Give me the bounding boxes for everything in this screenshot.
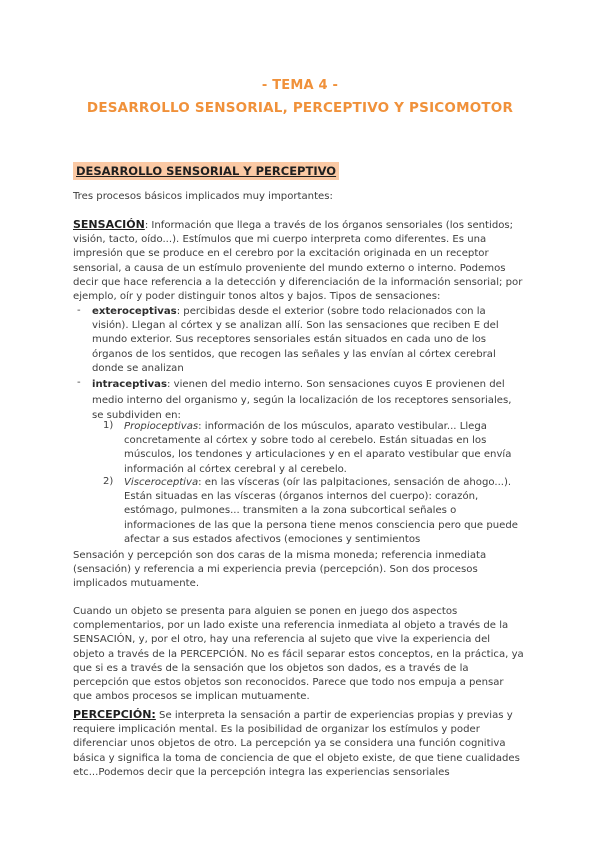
sensacion-term: SENSACIÓN — [73, 218, 145, 231]
intraceptivas-term: intraceptivas — [92, 379, 167, 390]
intraceptivas-text: : vienen del medio interno. Son sensaciones cuyos E provienen del medio interno del organismo y, según la localización de los receptores sensoriales, se subdividen en: — [92, 379, 512, 421]
sublist-number: 1) — [103, 420, 114, 431]
objeto-paragraph: Cuando un objeto se presenta para alguien se ponen en juego dos aspectos complementarios, por un lado existe una referencia inmediata al objeto a través de la SENSACIÓN, y, por el otro, hay una referencia al sujeto que vive la experiencia del objeto a través de la PERCEPCIÓN. No es fácil separar estos conceptos, en la práctica, ya que si es a través de la sensación que los objetos son dados, es a través de la percepción que estos objetos son reconocidos. Parece que todo nos empuja a pensar que ambos procesos se implican mutuamente. — [73, 606, 524, 703]
sublist-item-visceroceptiva — [124, 476, 524, 547]
list-item-exteroceptivas — [92, 305, 524, 376]
sensacion-text: : Información que llega a través de los órganos sensoriales (los sentidos; visión, tacto, oído...). Estímulos que mi cuerpo interpreta como diferentes. Es una impresión que se produce en el cerebro por la excitación originada en un receptor sensorial, a causa de un estímulo proveniente del mundo externo o interno. Podemos decir que hace referencia a la detección y diferenciación de la información sensorial; por ejemplo, oír y poder distinguir tonos altos y bajos. Tipos de sensaciones: — [73, 220, 523, 303]
visceroceptiva-term: Visceroceptiva — [124, 477, 199, 488]
percepcion-paragraph — [73, 708, 525, 780]
list-bullet: - — [77, 305, 81, 316]
propioceptivas-term: Propioceptivas — [124, 421, 199, 432]
percepcion-text: Se interpreta la sensación a partir de experiencias propias y previas y requiere implicación mental. Es la posibilidad de organizar los estímulos y poder diferenciar unos objetos de otro. La percepción ya se considera una función cognitiva básica y significa la toma de conciencia de que el objeto existe, de que tiene cualidades etc...Podemos decir que la percepción integra las experiencias sensoriales — [73, 710, 520, 778]
section-heading: DESARROLLO SENSORIAL Y PERCEPTIVO — [73, 162, 339, 180]
visceroceptiva-text: : en las vísceras (oír las palpitaciones, sensación de ahogo...). Están situadas en las vísceras (órganos internos del cuerpo): corazón, estómago, pulmones... transmiten a la zona subcortical señales o informaciones de las que la persona tiene menos consciencia pero que puede afectar a sus estados afectivos (emociones y sentimientos — [124, 477, 518, 545]
intro-paragraph: Tres procesos básicos implicados muy importantes: — [73, 191, 333, 202]
sensacion-paragraph — [73, 218, 525, 304]
exteroceptivas-text: : percibidas desde el exterior (sobre todo relacionados con la visión). Llegan al córtex y se analizan allí. Son las sensaciones que reciben E del mundo exterior. Sus receptores sensoriales están situados en cada uno de los órganos de los sentidos, que recogen las señales y las envían al córtex cerebral donde se analizan — [92, 306, 499, 374]
percepcion-term: PERCEPCIÓN: — [73, 708, 156, 721]
moneda-paragraph: Sensación y percepción son dos caras de la misma moneda; referencia inmediata (sensación) y referencia a mi experiencia previa (percepción). Son dos procesos implicados mutuamente. — [73, 550, 487, 590]
title-topic-number: - TEMA 4 - — [261, 78, 339, 93]
exteroceptivas-term: exteroceptivas — [92, 306, 177, 317]
title-topic-name: DESARROLLO SENSORIAL, PERCEPTIVO Y PSICOMOTOR — [86, 100, 514, 116]
sublist-number: 2) — [103, 476, 114, 487]
propioceptivas-text: : información de los músculos, aparato vestibular... Llega concretamente al córtex y sobre todo al cerebelo. Están situadas en los músculos, los tendones y articulaciones y en el aparato vestibular que envía información al córtex cerebral y al cerebelo. — [124, 421, 512, 475]
list-bullet: - — [77, 377, 81, 388]
list-item-intraceptivas — [92, 377, 524, 424]
sublist-item-propioceptivas — [124, 420, 524, 477]
